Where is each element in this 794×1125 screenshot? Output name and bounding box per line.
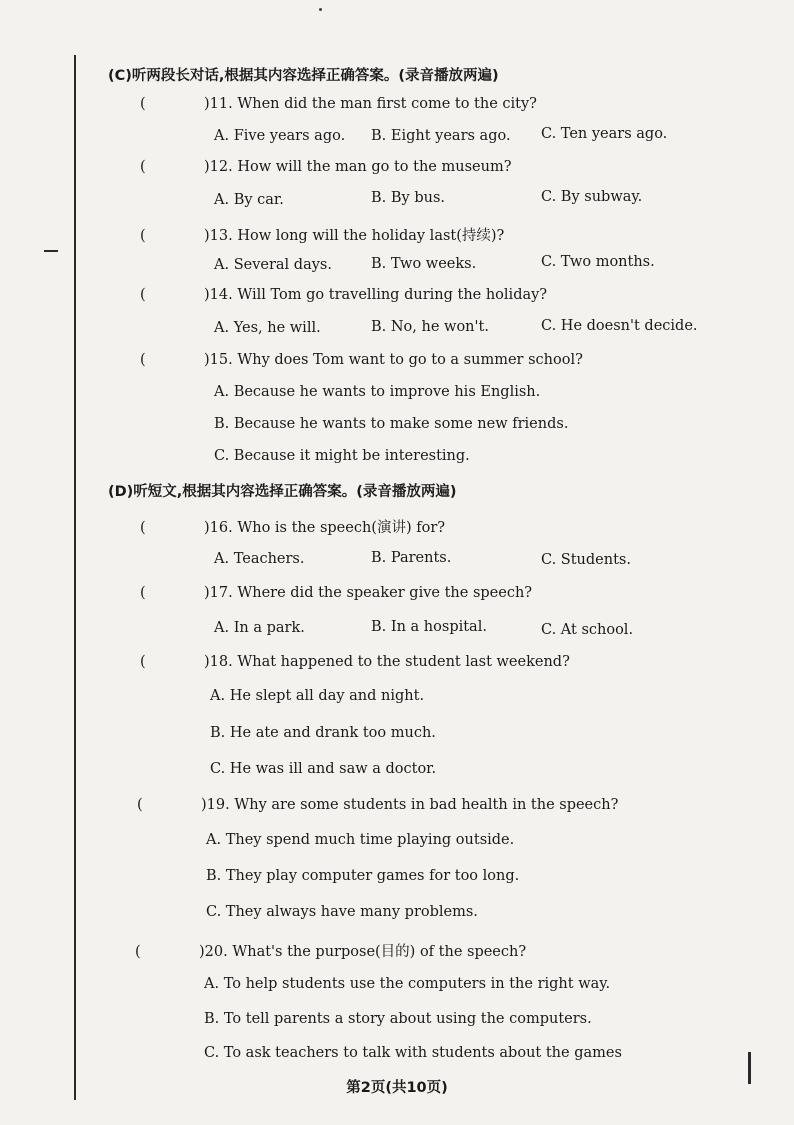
answer-blank[interactable]: ( xyxy=(140,585,146,601)
question-16 xyxy=(140,516,445,537)
answer-blank[interactable]: ( xyxy=(140,96,146,112)
question-text: Where did the speaker give the speech? xyxy=(237,585,533,601)
option-15-c: C. Because it might be interesting. xyxy=(214,448,470,464)
option-12-b: B. By bus. xyxy=(371,190,446,206)
question-number: )15. xyxy=(204,352,233,368)
option-15-a: A. Because he wants to improve his English. xyxy=(214,384,541,400)
option-14-b: B. No, he won't. xyxy=(371,319,489,335)
option-15-b: B. Because he wants to make some new friends. xyxy=(214,416,569,432)
edge-tick-mark xyxy=(44,250,58,252)
option-11-c: C. Ten years ago. xyxy=(541,126,668,142)
question-17 xyxy=(140,585,532,601)
page-number-footer: 第2页(共10页) xyxy=(346,1080,448,1096)
answer-blank[interactable]: ( xyxy=(140,520,146,536)
question-text: When did the man first come to the city? xyxy=(237,96,537,112)
answer-blank[interactable]: ( xyxy=(140,159,146,175)
question-number: )16. xyxy=(204,520,233,536)
option-14-a: A. Yes, he will. xyxy=(214,320,321,336)
question-20 xyxy=(135,940,526,961)
option-20-b: B. To tell parents a story about using the computers. xyxy=(204,1011,592,1027)
option-18-b: B. He ate and drank too much. xyxy=(210,725,436,741)
answer-blank[interactable]: ( xyxy=(140,352,146,368)
question-text: How will the man go to the museum? xyxy=(237,159,512,175)
option-19-c: C. They always have many problems. xyxy=(206,904,478,920)
option-13-c: C. Two months. xyxy=(541,254,655,270)
option-19-b: B. They play computer games for too long. xyxy=(206,868,520,884)
question-text: Why are some students in bad health in the speech? xyxy=(234,797,619,813)
option-11-a: A. Five years ago. xyxy=(214,128,346,144)
option-17-b: B. In a hospital. xyxy=(371,619,487,635)
option-16-c: C. Students. xyxy=(541,552,631,568)
question-number: )12. xyxy=(204,159,233,175)
question-number: )11. xyxy=(204,96,233,112)
option-17-c: C. At school. xyxy=(541,622,634,638)
scan-speck xyxy=(319,8,322,11)
question-number: )18. xyxy=(204,654,233,670)
option-19-a: A. They spend much time playing outside. xyxy=(206,832,515,848)
question-text: Who is the speech(演讲) for? xyxy=(237,520,446,536)
section-c-heading: (C)听两段长对话,根据其内容选择正确答案。(录音播放两遍) xyxy=(108,68,499,84)
option-18-c: C. He was ill and saw a doctor. xyxy=(210,761,437,777)
option-13-a: A. Several days. xyxy=(214,257,332,273)
question-number: )14. xyxy=(204,287,233,303)
option-13-b: B. Two weeks. xyxy=(371,256,477,272)
question-text: How long will the holiday last(持续)? xyxy=(237,228,505,244)
answer-blank[interactable]: ( xyxy=(135,944,141,960)
question-number: )19. xyxy=(201,797,230,813)
question-number: )17. xyxy=(204,585,233,601)
section-d-heading: (D)听短文,根据其内容选择正确答案。(录音播放两遍) xyxy=(108,484,457,500)
option-14-c: C. He doesn't decide. xyxy=(541,318,698,334)
answer-blank[interactable]: ( xyxy=(140,654,146,670)
question-text: Why does Tom want to go to a summer school? xyxy=(237,352,583,368)
question-text: What happened to the student last weekend? xyxy=(237,654,570,670)
answer-blank[interactable]: ( xyxy=(140,228,146,244)
option-18-a: A. He slept all day and night. xyxy=(210,688,425,704)
question-15 xyxy=(140,352,583,368)
question-text: Will Tom go travelling during the holiday? xyxy=(237,287,548,303)
option-16-b: B. Parents. xyxy=(371,550,452,566)
question-11 xyxy=(140,96,537,112)
question-12 xyxy=(140,159,511,175)
question-13 xyxy=(140,224,504,245)
option-20-a: A. To help students use the computers in the right way. xyxy=(204,976,611,992)
question-number: )13. xyxy=(204,228,233,244)
option-12-c: C. By subway. xyxy=(541,189,643,205)
option-16-a: A. Teachers. xyxy=(214,551,305,567)
question-18 xyxy=(140,654,570,670)
answer-blank[interactable]: ( xyxy=(137,797,143,813)
option-20-c: C. To ask teachers to talk with students about the games xyxy=(204,1045,622,1061)
question-text: What's the purpose(目的) of the speech? xyxy=(232,944,527,960)
option-17-a: A. In a park. xyxy=(214,620,305,636)
question-number: )20. xyxy=(199,944,228,960)
answer-blank[interactable]: ( xyxy=(140,287,146,303)
question-14 xyxy=(140,287,547,303)
question-19 xyxy=(137,797,618,813)
option-12-a: A. By car. xyxy=(214,192,284,208)
option-11-b: B. Eight years ago. xyxy=(371,128,511,144)
binding-margin-line xyxy=(74,55,76,1100)
